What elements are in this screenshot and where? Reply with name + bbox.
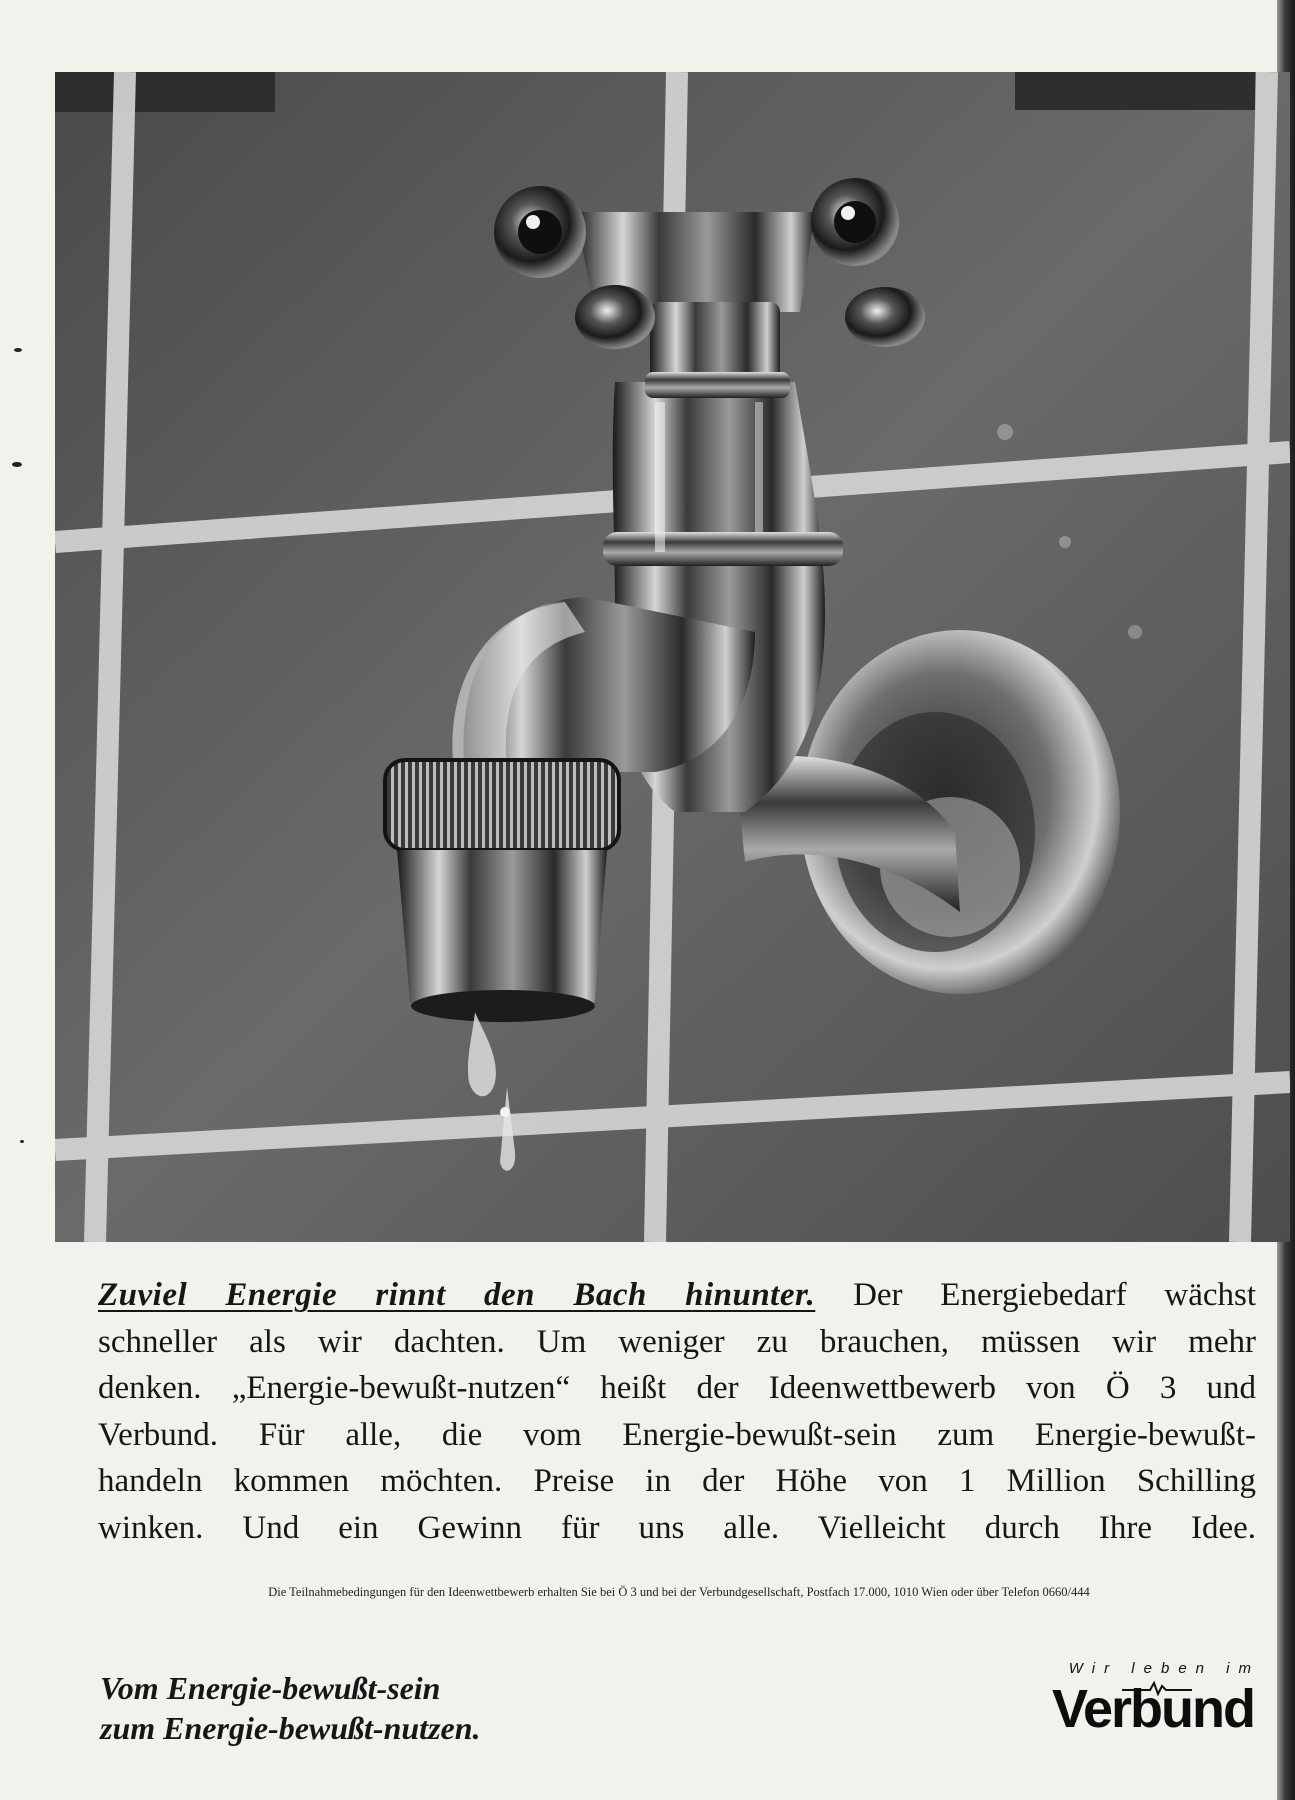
body-line-1 [98, 1272, 1256, 1319]
slogan-line-1: Vom Energie-bewußt-sein [100, 1670, 441, 1706]
body-line-5: handeln kommen möchten. Preise in der Höhe von 1 Million Schilling [98, 1463, 1256, 1499]
headline: Zuviel Energie rinnt den Bach hinunter. [98, 1277, 816, 1313]
brand-tagline: Wir leben im [1068, 1660, 1260, 1677]
body-line-4: Verbund. Für alle, die vom Energie-bewußt-sein zum Energie-bewußt- [98, 1416, 1256, 1453]
verbund-brand [1030, 1660, 1260, 1760]
body-line-3: denken. „Energie-bewußt-nutzen“ heißt der Ideenwettbewerb von Ö 3 und [98, 1370, 1256, 1406]
body-line-2: schneller als wir dachten. Um weniger zu brauchen, müssen wir mehr [98, 1323, 1256, 1360]
faucet-photo [55, 72, 1290, 1242]
slogan [100, 1668, 481, 1748]
body-line-1-text: Der Energiebedarf wächst [853, 1277, 1257, 1313]
brand-logo: Verbund [1051, 1679, 1254, 1739]
body-copy [98, 1272, 1256, 1551]
body-line-6: winken. Und ein Gewinn für uns alle. Vielleicht durch Ihre Idee. [98, 1509, 1256, 1546]
fine-print: Die Teilnahmebedingungen für den Ideenwettbewerb erhalten Sie bei Ö 3 und bei der Verbundgesellschaft, Postfach 17.000, 1010 Wien oder über Telefon 0660/444 [268, 1585, 1090, 1599]
slogan-line-2: zum Energie-bewußt-nutzen. [100, 1710, 481, 1746]
